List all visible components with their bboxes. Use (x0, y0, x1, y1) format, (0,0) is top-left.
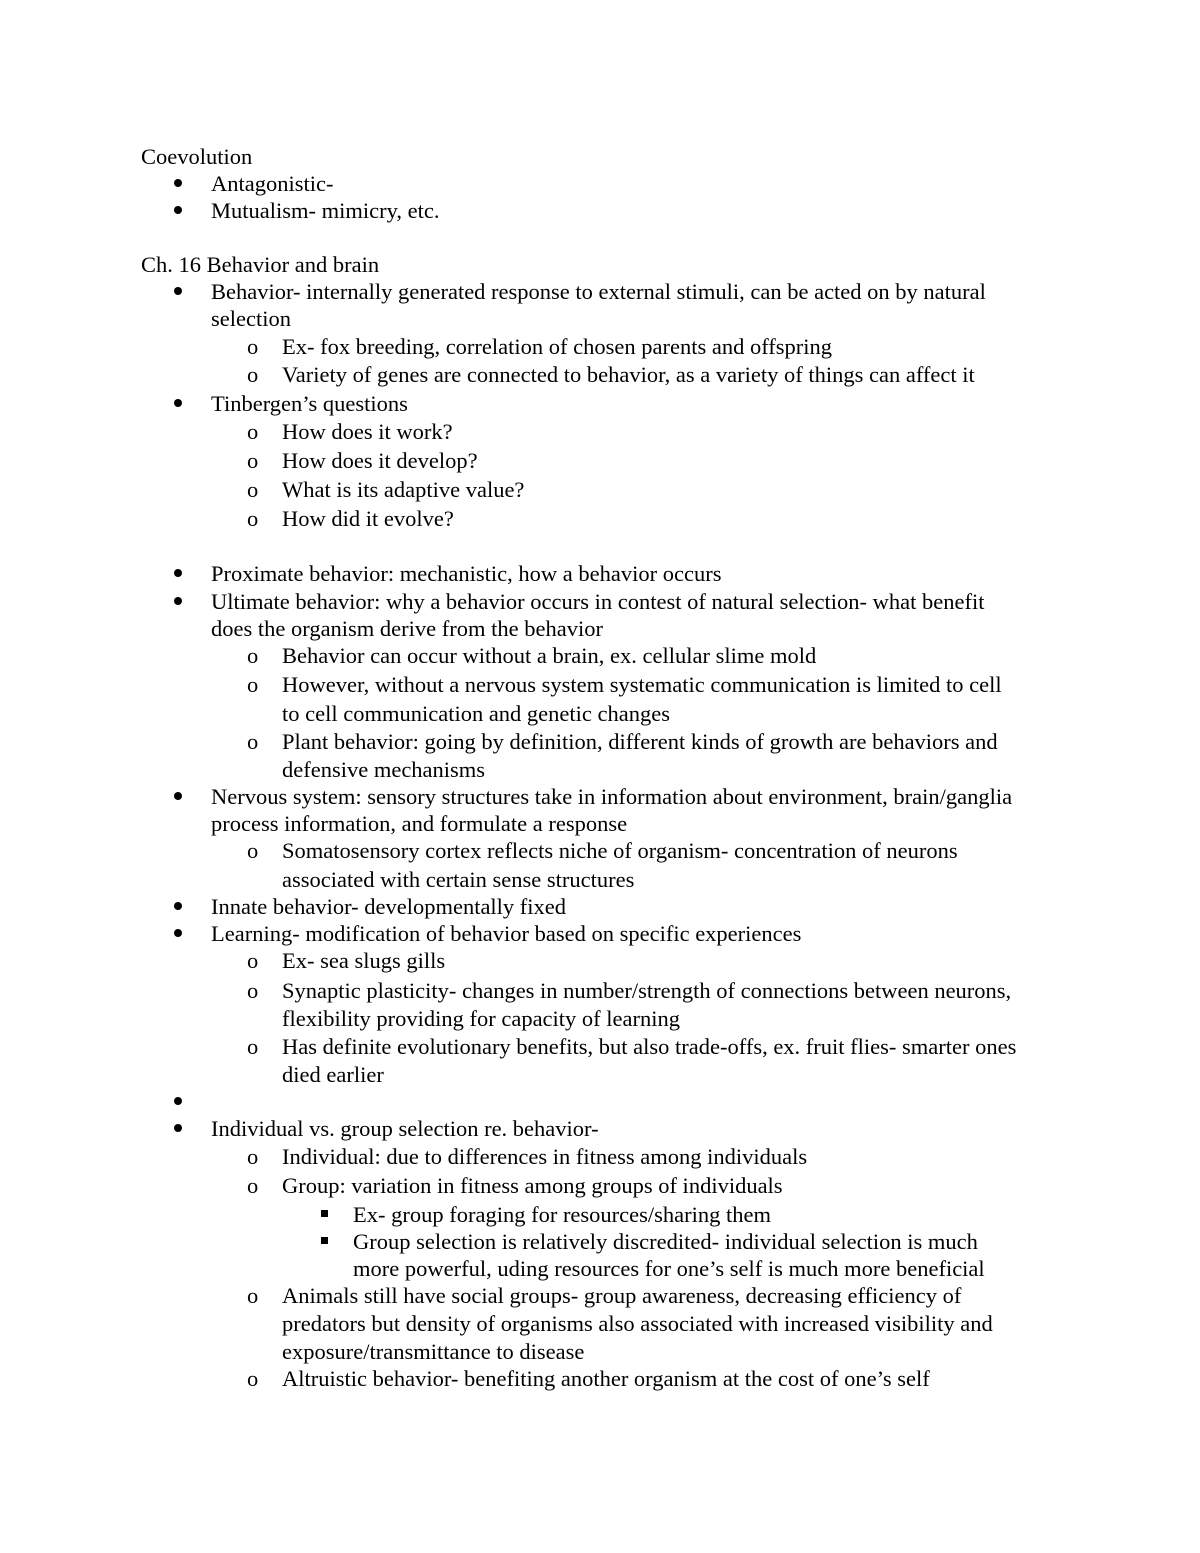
sub-item: Behavior can occur without a brain, ex. cellular slime mold (282, 643, 817, 668)
list-item: Proximate behavior: mechanistic, how a behavior occurs (211, 561, 722, 586)
bullet-circle: o (247, 838, 259, 863)
sub-item: Individual: due to differences in fitness among individuals (282, 1144, 808, 1169)
bullet-disc (171, 390, 182, 407)
bullet-disc (171, 588, 182, 605)
sub-item: Altruistic behavior- benefiting another organism at the cost of one’s self (282, 1366, 930, 1391)
sub-item: Somatosensory cortex reflects niche of organism- concentration of neurons (282, 838, 958, 863)
bullet-circle: o (247, 672, 259, 697)
list-item: Nervous system: sensory structures take in information about environment, brain/ganglia (211, 784, 1013, 809)
bullet-circle: o (247, 643, 259, 668)
bullet-disc (171, 920, 182, 937)
sub-item: What is its adaptive value? (282, 477, 525, 502)
bullet-disc (171, 1115, 182, 1132)
list-item: Behavior- internally generated response to external stimuli, can be acted on by natural (211, 279, 986, 304)
sub-item: Ex- fox breeding, correlation of chosen parents and offspring (282, 334, 833, 359)
sub-item: How did it evolve? (282, 506, 454, 531)
sub-item: However, without a nervous system systematic communication is limited to cell (282, 672, 1002, 697)
sub-item-cont: to cell communication and genetic changes (282, 701, 670, 726)
bullet-disc (171, 560, 182, 577)
bullet-circle: o (247, 729, 259, 754)
list-item-cont: does the organism derive from the behavior (211, 616, 603, 641)
list-item: Innate behavior- developmentally fixed (211, 894, 567, 919)
bullet-disc (171, 197, 182, 214)
list-item: Individual vs. group selection re. behavior- (211, 1116, 599, 1141)
sub-item: Has definite evolutionary benefits, but also trade-offs, ex. fruit flies- smarter ones (282, 1034, 1017, 1059)
bullet-circle: o (247, 448, 259, 473)
sub-item: Synaptic plasticity- changes in number/strength of connections between neurons, (282, 978, 1012, 1003)
bullet-disc (171, 170, 182, 187)
bullet-circle: o (247, 362, 259, 387)
bullet-circle: o (247, 1034, 259, 1059)
list-item: Ultimate behavior: why a behavior occurs in contest of natural selection- what benefit (211, 589, 985, 614)
bullet-square (318, 1201, 328, 1217)
bullet-circle: o (247, 978, 259, 1003)
list-item: Antagonistic- (211, 171, 334, 196)
sub-item: Animals still have social groups- group awareness, decreasing efficiency of (282, 1283, 962, 1308)
bullet-square (318, 1228, 328, 1244)
list-item-cont: process information, and formulate a response (211, 811, 628, 836)
sub-sub-item: Group selection is relatively discredited- individual selection is much (353, 1229, 978, 1254)
sub-item: Plant behavior: going by definition, different kinds of growth are behaviors and (282, 729, 998, 754)
sub-item-cont: exposure/transmittance to disease (282, 1339, 585, 1364)
sub-item: How does it work? (282, 419, 453, 444)
sub-sub-item: Ex- group foraging for resources/sharing them (353, 1202, 771, 1227)
list-item: Mutualism- mimicry, etc. (211, 198, 440, 223)
sub-item: Ex- sea slugs gills (282, 948, 446, 973)
bullet-circle: o (247, 477, 259, 502)
bullet-circle: o (247, 1366, 259, 1391)
heading-ch16: Ch. 16 Behavior and brain (141, 252, 380, 277)
sub-item-cont: died earlier (282, 1062, 384, 1087)
bullet-circle: o (247, 506, 259, 531)
bullet-circle: o (247, 1173, 259, 1198)
sub-item-cont: flexibility providing for capacity of learning (282, 1006, 681, 1031)
sub-item-cont: associated with certain sense structures (282, 867, 635, 892)
bullet-disc-empty (171, 1088, 182, 1105)
bullet-circle: o (247, 1144, 259, 1169)
bullet-disc (171, 893, 182, 910)
sub-item-cont: predators but density of organisms also associated with increased visibility and (282, 1311, 993, 1336)
list-item: Tinbergen’s questions (211, 391, 408, 416)
bullet-disc (171, 783, 182, 800)
bullet-circle: o (247, 948, 259, 973)
sub-item: Variety of genes are connected to behavior, as a variety of things can affect it (282, 362, 975, 387)
sub-sub-item-cont: more powerful, uding resources for one’s self is much more beneficial (353, 1256, 985, 1281)
list-item-cont: selection (211, 306, 291, 331)
bullet-circle: o (247, 419, 259, 444)
bullet-circle: o (247, 1283, 259, 1308)
bullet-disc (171, 278, 182, 295)
sub-item: Group: variation in fitness among groups of individuals (282, 1173, 783, 1198)
list-item: Learning- modification of behavior based on specific experiences (211, 921, 802, 946)
sub-item: How does it develop? (282, 448, 478, 473)
bullet-circle: o (247, 334, 259, 359)
sub-item-cont: defensive mechanisms (282, 757, 486, 782)
heading-coevolution: Coevolution (141, 144, 253, 169)
